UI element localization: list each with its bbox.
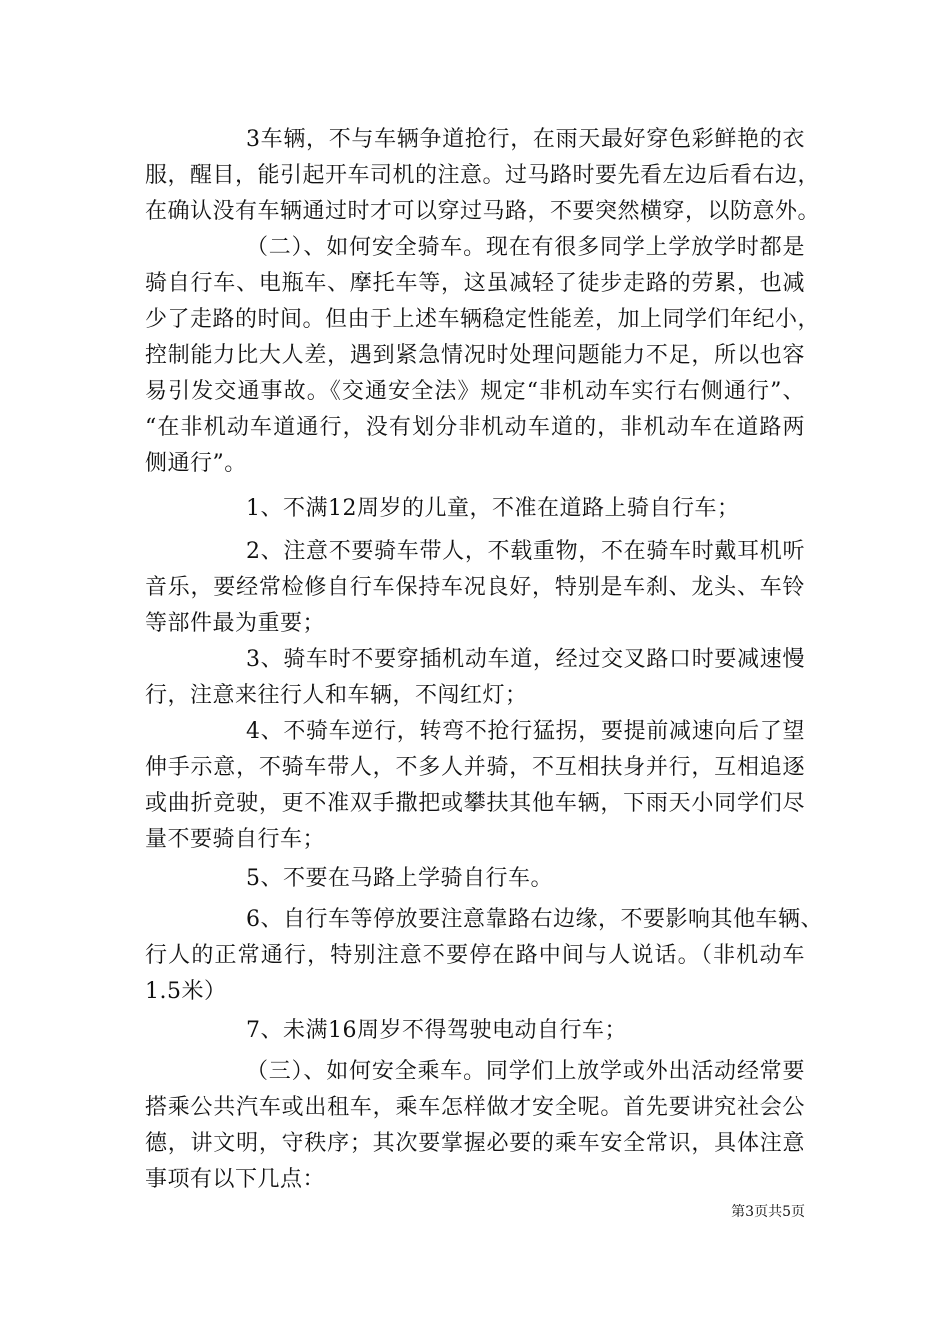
paragraph-line: 或曲折竞驶，更不准双手撒把或攀扶其他车辆，下雨天小同学们尽: [145, 791, 805, 816]
paragraph-line: 事项有以下几点：: [145, 1167, 326, 1192]
paragraph-line: 易引发交通事故。《交通安全法》规定“非机动车实行右侧通行”、: [145, 379, 805, 404]
section-heading-line: （三）、如何安全乘车。同学们上放学或外出活动经常要: [246, 1059, 805, 1084]
list-item-line: 6、自行车等停放要注意靠路右边缘，不要影响其他车辆、: [246, 907, 823, 932]
paragraph-line: 德，讲文明，守秩序；其次要掌握必要的乘车安全常识，具体注意: [145, 1131, 805, 1156]
paragraph-line: 少了走路的时间。但由于上述车辆稳定性能差，加上同学们年纪小，: [145, 307, 821, 332]
paragraph-line: 3车辆，不与车辆争道抢行，在雨天最好穿色彩鲜艳的衣: [246, 127, 805, 152]
paragraph-line: 在确认没有车辆通过时才可以穿过马路，不要突然横穿，以防意外。: [145, 199, 821, 224]
paragraph-line: 伸手示意，不骑车带人，不多人并骑，不互相扶身并行，互相追逐: [145, 755, 805, 780]
list-item-line: 3、骑车时不要穿插机动车道，经过交叉路口时要减速慢: [246, 647, 805, 672]
paragraph-line: 行人的正常通行，特别注意不要停在路中间与人说话。（非机动车: [145, 943, 805, 968]
section-heading-line: （二）、如何安全骑车。现在有很多同学上学放学时都是: [246, 235, 805, 260]
paragraph-line: 1.5米）: [145, 979, 227, 1004]
paragraph-line: 等部件最为重要；: [145, 611, 326, 636]
list-item-line: 7、未满16周岁不得驾驶电动自行车；: [246, 1018, 627, 1043]
paragraph-line: 量不要骑自行车；: [145, 827, 326, 852]
paragraph-line: 骑自行车、电瓶车、摩托车等，这虽减轻了徒步走路的劳累，也减: [145, 271, 805, 296]
paragraph-line: 音乐，要经常检修自行车保持车况良好，特别是车刹、龙头、车铃: [145, 575, 805, 600]
page-number-footer: 第3页共5页: [731, 1204, 805, 1220]
paragraph-line: 行，注意来往行人和车辆，不闯红灯；: [145, 683, 528, 708]
paragraph-line: 控制能力比大人差，遇到紧急情况时处理问题能力不足，所以也容: [145, 343, 805, 368]
list-item-line: 2、注意不要骑车带人，不载重物，不在骑车时戴耳机听: [246, 539, 805, 564]
list-item-line: 1、不满12周岁的儿童，不准在道路上骑自行车；: [246, 496, 740, 521]
list-item-line: 5、不要在马路上学骑自行车。: [246, 866, 553, 891]
paragraph-line: “在非机动车道通行，没有划分非机动车道的，非机动车在道路两: [145, 415, 805, 440]
list-item-line: 4、不骑车逆行，转弯不抢行猛拐，要提前减速向后了望: [246, 719, 805, 744]
paragraph-line: 服，醒目，能引起开车司机的注意。过马路时要先看左边后看右边，: [145, 163, 821, 188]
paragraph-line: 侧通行”。: [145, 451, 247, 476]
paragraph-line: 搭乘公共汽车或出租车，乘车怎样做才安全呢。首先要讲究社会公: [145, 1095, 805, 1120]
